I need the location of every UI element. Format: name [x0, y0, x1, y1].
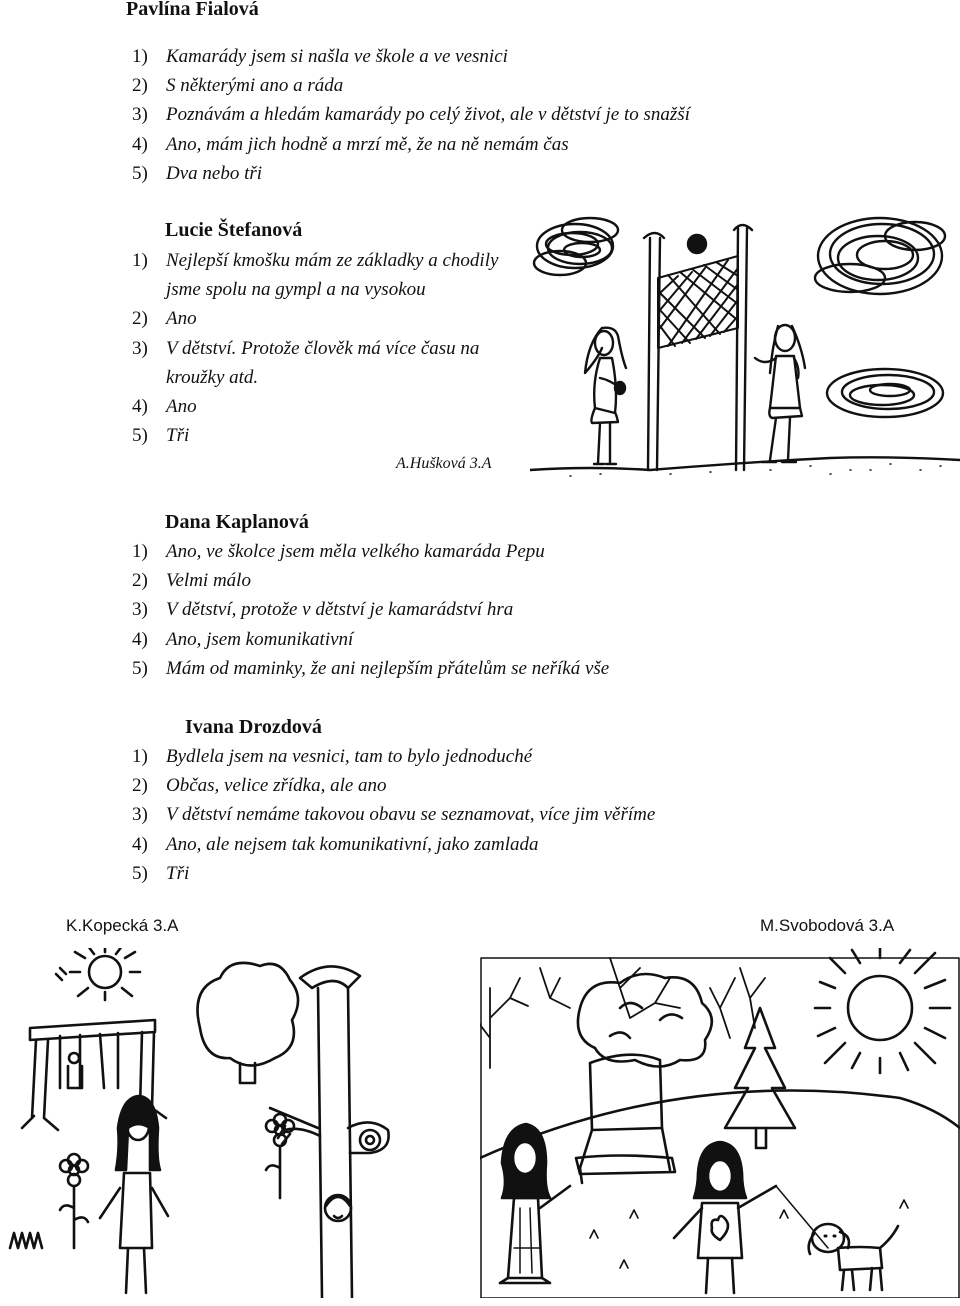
leash [776, 1186, 828, 1248]
sun [815, 948, 950, 1073]
answer-item: 5 ) Tři [132, 421, 512, 450]
drawing-park [480, 948, 960, 1298]
name-lucie-stefanova: Lucie Štefanová [165, 219, 303, 241]
answer-item: 1 ) Nejlepší kmošku mám ze základky a chodily jsme spolu na gympl a na vysokou [132, 246, 512, 304]
caption-svobodova: M.Svobodová 3.A [760, 916, 895, 935]
girl-right [674, 1142, 776, 1293]
tree-left [198, 963, 299, 1083]
pole-right [734, 225, 752, 470]
answer-item: 5 ) Dva nebo tři [132, 159, 832, 188]
answers-dana [132, 537, 832, 683]
credit-huskova: A.Hušková 3.A [396, 455, 492, 472]
pole-left [644, 233, 664, 470]
name-ivana-drozdova: Ivana Drozdová [185, 716, 322, 738]
answer-item: 1 ) Ano, ve školce jsem měla velkého kamaráda Pepu [132, 537, 832, 566]
answer-item: 4 ) Ano [132, 392, 512, 421]
answers-lucie [132, 246, 512, 450]
answer-item: 3 ) V dětství, protože v dětství je kamarádství hra [132, 595, 832, 624]
girl-right [755, 325, 805, 462]
answers-pavlina [132, 42, 832, 188]
bushy-tree [578, 974, 712, 1067]
answer-item: 3 ) Poznávám a hledám kamarády po celý život, ale v dětství je to snažší [132, 100, 832, 129]
answer-item: 5 ) Mám od maminky, že ani nejlepším přátelům se neříká vše [132, 654, 832, 683]
answer-item: 1 ) Kamarády jsem si našla ve škole a ve vesnici [132, 42, 832, 71]
net [658, 256, 738, 348]
answer-item: 5 ) Tři [132, 859, 832, 888]
drawing-playground [0, 948, 470, 1298]
cloud-scribble [827, 369, 943, 417]
girl [100, 1096, 168, 1293]
name-dana-kaplanova: Dana Kaplanová [165, 511, 309, 533]
answer-item: 4 ) Ano, mám jich hodně a mrzí mě, že na ně nemám čas [132, 130, 832, 159]
tree-scribble-right [815, 218, 945, 294]
sun [56, 948, 140, 1000]
branches [480, 958, 765, 1068]
answers-ivana [132, 742, 832, 888]
grass [10, 1233, 42, 1248]
ground-dots [570, 464, 941, 476]
drawing-volleyball [530, 208, 960, 478]
dog [809, 1224, 898, 1290]
child-peeking [325, 1195, 351, 1221]
tree-scribble-left [534, 218, 618, 275]
answer-item: 2 ) S některými ano a ráda [132, 71, 832, 100]
caption-kopecka: K.Kopecká 3.A [66, 916, 179, 935]
answer-item: 4 ) Ano, ale nejsem tak komunikativní, jako zamlada [132, 830, 832, 859]
answer-item: 2 ) Občas, velice zřídka, ale ano [132, 771, 832, 800]
answer-item: 1 ) Bydlela jsem na vesnici, tam to bylo jednoduché [132, 742, 832, 771]
name-pavlina-fialova: Pavlína Fialová [126, 0, 259, 20]
flower-left [60, 1154, 88, 1248]
answer-item: 3 ) V dětství nemáme takovou obavu se seznamovat, více jim věříme [132, 800, 832, 829]
ball [688, 235, 706, 253]
answer-item: 3 ) V dětství. Protože člověk má více času na kroužky atd. [132, 334, 512, 392]
answer-item: 2 ) Velmi málo [132, 566, 832, 595]
answer-item: 4 ) Ano, jsem komunikativní [132, 625, 832, 654]
grass [590, 1200, 908, 1268]
bench [576, 1055, 675, 1183]
flower-right [266, 1114, 294, 1198]
girl-left [500, 1124, 570, 1283]
pine-tree [725, 1008, 795, 1148]
answer-item: 2 ) Ano [132, 304, 512, 333]
girl-left [585, 328, 626, 464]
